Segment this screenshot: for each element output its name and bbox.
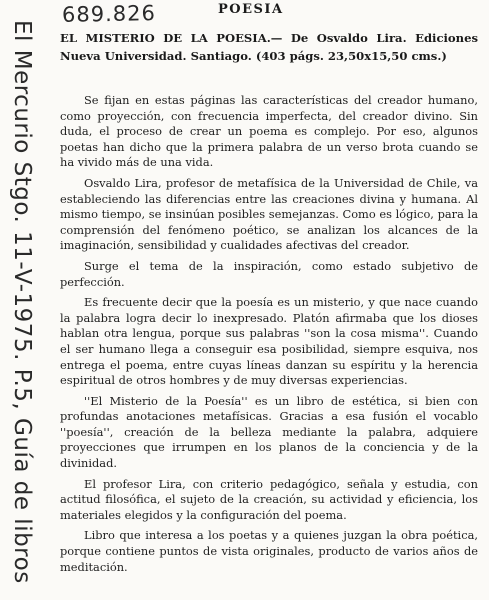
paragraph: ''El Misterio de la Poesía'' es un libro de estética, si bien con profundas anotaciones metafísicas. Gracias a esa fusión el vocablo ''poesía'', creación de la belleza mediante la palabra, adquiere proyecciones que irrumpen en los planos de la conciencia y de la divinidad.: [60, 393, 478, 471]
paragraph: El profesor Lira, con criterio pedagógico, señala y estudia, con actitud filosófica, el sujeto de la creación, su actividad y eficiencia, los materiales elegidos y la configuración del poema.: [60, 476, 478, 522]
paragraph: Osvaldo Lira, profesor de metafísica de la Universidad de Chile, va estableciendo las diferencias entre las creaciones divina y humana. Al mismo tiempo, se insinúan posibles semejanzas. Como es lógico, para la comprensión del fenómeno poético, se analizan los alcances de la imaginación, sensibilidad y cualidades afectivas del creador.: [60, 175, 478, 253]
review-body: [60, 93, 478, 580]
book-header: EL MISTERIO DE LA POESIA.— De Osvaldo Lira. Ediciones Nueva Universidad. Santiago. (403 págs. 23,50x15,50 cms.): [60, 31, 478, 63]
handwritten-margin-note: El Mercurio Stgo. 11-V-1975. P.5, Guía de libros: [9, 20, 35, 584]
handwritten-catalog-number: 689.826: [61, 1, 157, 27]
paragraph: Es frecuente decir que la poesía es un misterio, y que nace cuando la palabra logra decir lo inexpresado. Platón afirmaba que los dioses hablan otra lengua, porque sus palabras ''son la cosa misma''. Cuando el ser humano llega a conseguir esa posibilidad, siempre esquiva, nos entrega el poema, entre cuyas líneas danzan su espíritu y la herencia espiritual de otros hombres y de muy diversas experiencias.: [60, 295, 478, 388]
paragraph: Se fijan en estas páginas las características del creador humano, como proyección, con frecuencia imperfecta, del creador divino. Sin duda, el proceso de crear un poema es complejo. Por eso, algunos poetas han dicho que la primera palabra de un verso brota cuando se ha vivido más de una vida.: [60, 93, 478, 170]
paragraph: Surge el tema de la inspiración, como estado subjetivo de perfección.: [60, 258, 478, 289]
paragraph: Libro que interesa a los poetas y a quienes juzgan la obra poética, porque contiene puntos de vista originales, producto de varios años de meditación.: [60, 528, 478, 574]
section-title: POESIA: [218, 2, 284, 17]
